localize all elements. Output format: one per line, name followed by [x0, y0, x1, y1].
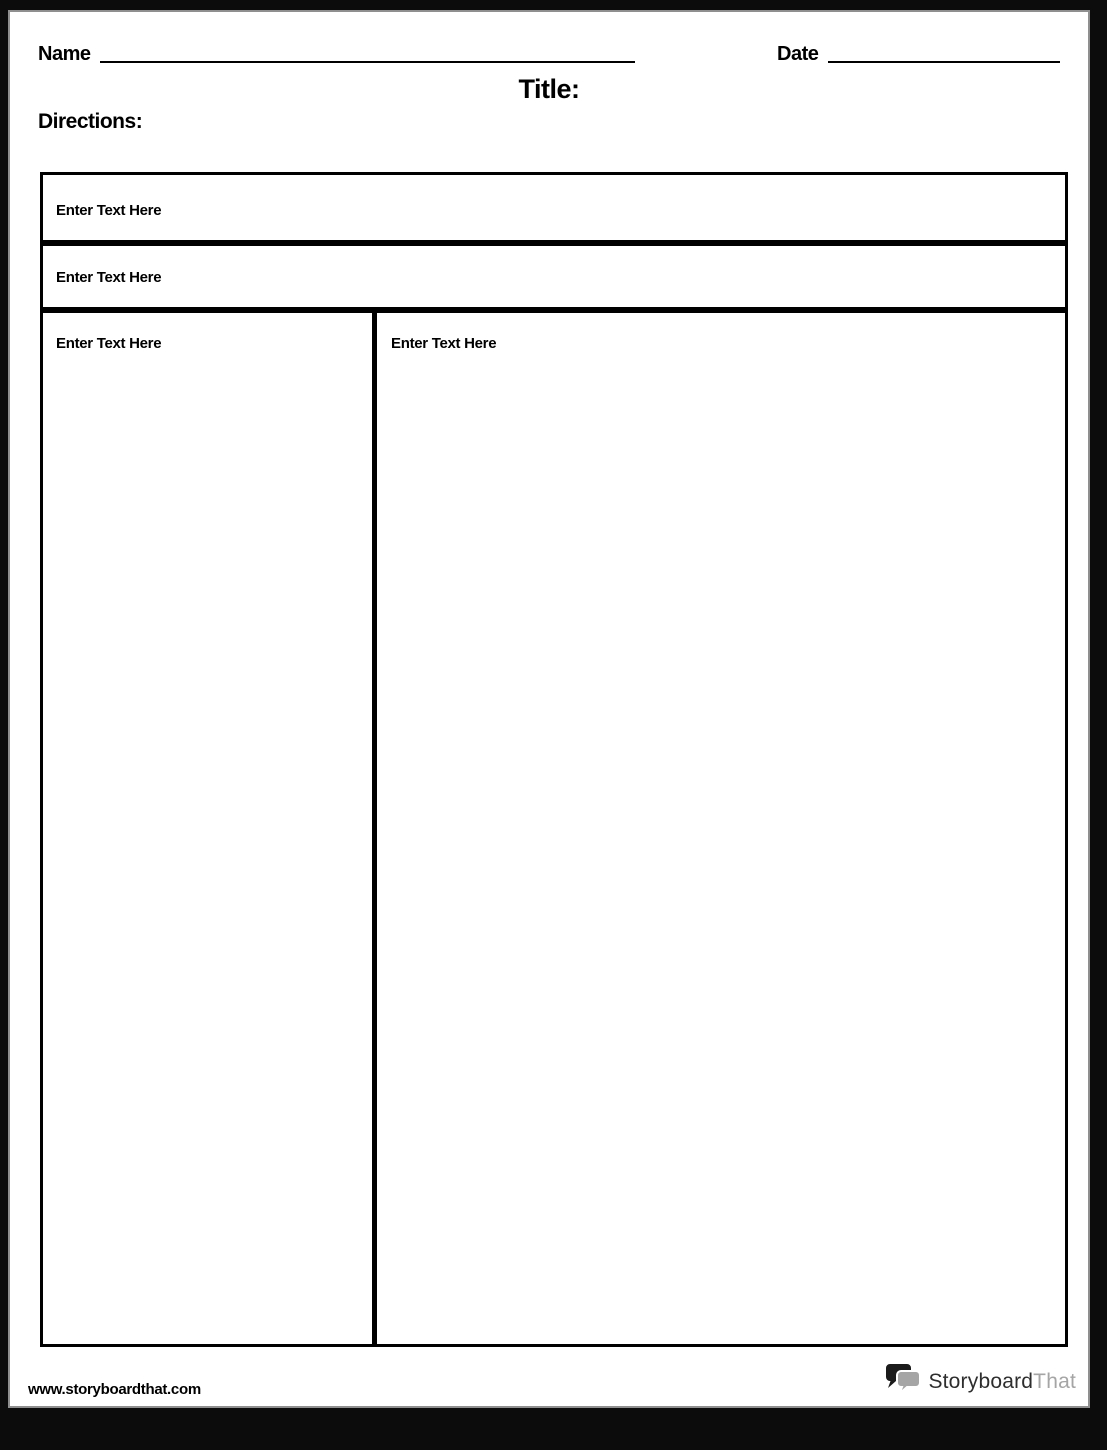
- directions-label: Directions:: [38, 110, 143, 133]
- website-url: www.storyboardthat.com: [28, 1381, 201, 1398]
- page-title: Title:: [518, 74, 580, 104]
- date-field-row: [777, 40, 1060, 66]
- worksheet-page: [8, 10, 1090, 1408]
- date-label: Date: [777, 43, 819, 65]
- date-blank-line[interactable]: [828, 61, 1060, 63]
- logo-wordmark: [928, 1370, 1076, 1394]
- name-blank-line[interactable]: [100, 61, 635, 63]
- logo-text-that: That: [1033, 1369, 1076, 1393]
- speech-bubbles-icon: [883, 1361, 923, 1402]
- logo-text-storyboard: Storyboard: [928, 1369, 1034, 1393]
- second-row-placeholder[interactable]: Enter Text Here: [56, 269, 162, 286]
- right-column-cell[interactable]: [377, 313, 1065, 1344]
- storyboardthat-logo: [883, 1361, 1076, 1402]
- two-column-section: [43, 313, 1065, 1344]
- right-column-placeholder[interactable]: Enter Text Here: [391, 335, 497, 352]
- left-column-placeholder[interactable]: Enter Text Here: [56, 335, 162, 352]
- second-row-cell[interactable]: [43, 246, 1065, 313]
- name-field-row: [38, 40, 635, 66]
- top-row-placeholder[interactable]: Enter Text Here: [56, 202, 162, 219]
- top-row-cell[interactable]: [43, 175, 1065, 246]
- left-column-cell[interactable]: [43, 313, 377, 1344]
- name-label: Name: [38, 43, 91, 65]
- worksheet-table: [40, 172, 1068, 1347]
